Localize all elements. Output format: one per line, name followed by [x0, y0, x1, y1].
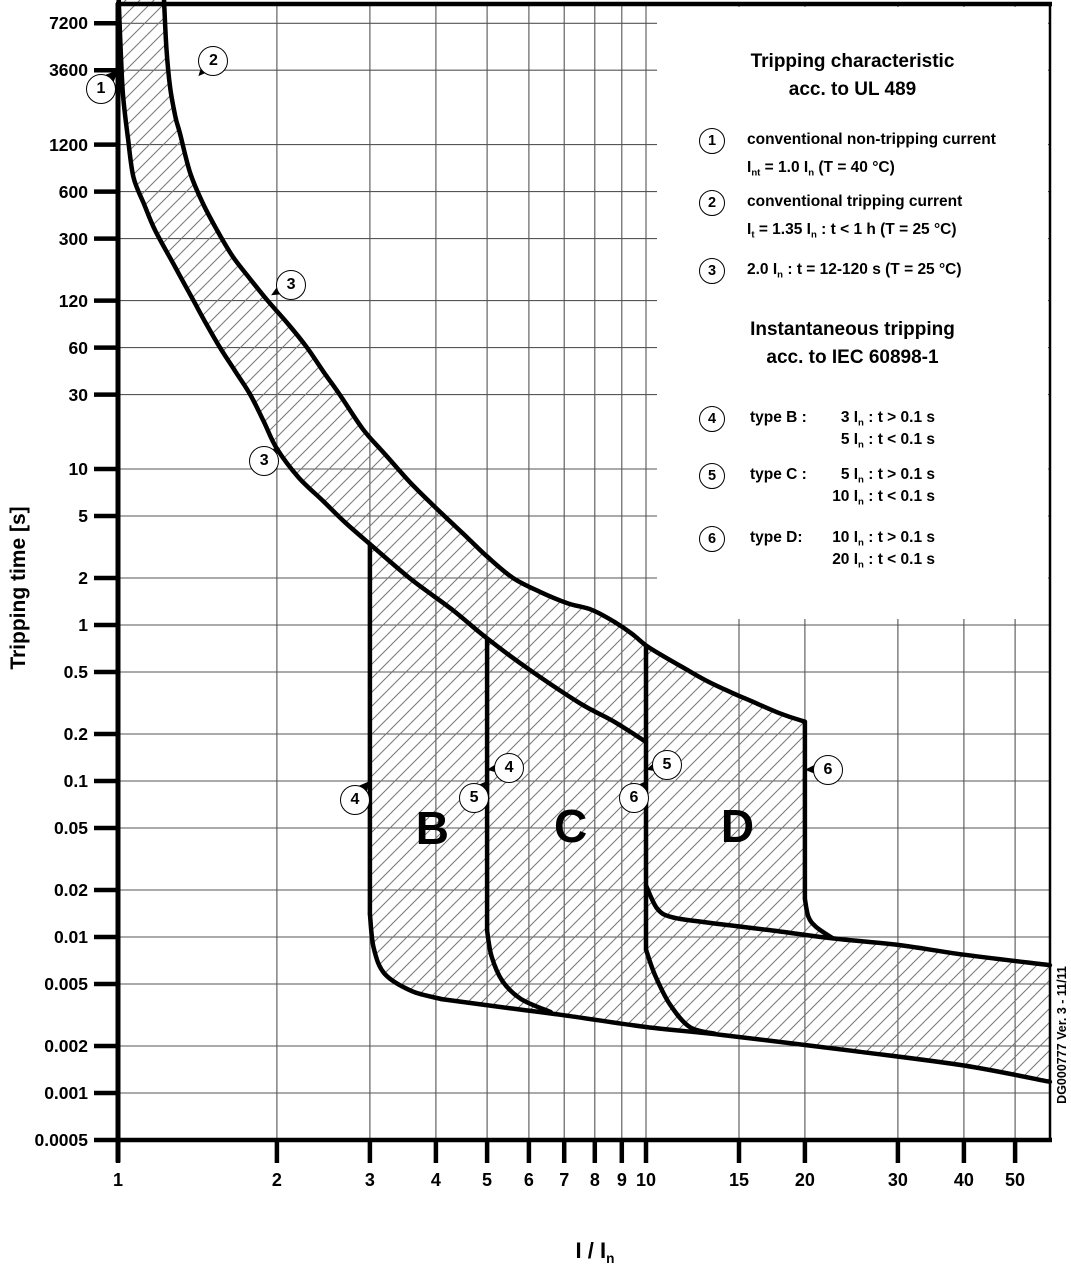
legend-subtitle-line2: acc. to IEC 60898-1 — [766, 347, 939, 368]
curve-marker-4: 4 — [340, 785, 370, 815]
legend-item-1-line1: conventional non-tripping current — [747, 131, 996, 148]
x-tick-label-5: 5 — [482, 1170, 493, 1190]
y-tick-label-5: 5 — [78, 505, 88, 526]
x-tick-label-3: 3 — [364, 1170, 375, 1190]
legend-item-1-line2: $I_{nt} = 1.0$ $I_n$ (T = 40 °C) — [747, 159, 895, 179]
curve-marker-6: 6 — [813, 755, 843, 785]
y-tick-label-10: 10 — [68, 459, 88, 479]
x-tick-label-40: 40 — [953, 1170, 974, 1190]
x-tick-label-2: 2 — [271, 1170, 282, 1190]
y-tick-label-0.5: 0.5 — [63, 661, 88, 682]
y-tick-label-0.0005: 0.0005 — [34, 1129, 88, 1150]
legend-panel — [657, 7, 1048, 619]
x-axis-title: I / $I_n$ — [575, 1238, 615, 1266]
y-tick-label-7200: 7200 — [49, 13, 88, 34]
y-tick-label-0.1: 0.1 — [63, 771, 88, 791]
x-tick-label-1: 1 — [112, 1170, 123, 1190]
x-tick-label-15: 15 — [728, 1170, 749, 1190]
y-tick-label-2: 2 — [78, 568, 88, 589]
legend-item-5-line1: 5 $I_n$ : t > 0.1 s — [840, 466, 935, 486]
legend-item-4-line1: 3 $I_n$ : t > 0.1 s — [840, 409, 935, 429]
y-tick-label-1200: 1200 — [49, 134, 88, 155]
x-tick-label-6: 6 — [523, 1170, 534, 1190]
y-tick-label-0.05: 0.05 — [53, 817, 88, 838]
y-tick-label-120: 120 — [58, 290, 88, 311]
curve-marker-6: 6 — [619, 783, 649, 813]
region-label-D: D — [720, 799, 755, 852]
x-tick-label-20: 20 — [794, 1170, 815, 1190]
y-tick-label-0.002: 0.002 — [44, 1036, 88, 1057]
y-tick-label-0.01: 0.01 — [53, 927, 88, 947]
y-tick-label-0.005: 0.005 — [44, 973, 88, 994]
legend-item-6-number: 6 — [699, 526, 725, 552]
document-version-note: DG000777 Ver. 3 - 11/11 — [1055, 966, 1069, 1104]
legend-title-line2: acc. to UL 489 — [788, 79, 917, 100]
legend-item-2-line1: conventional tripping current — [747, 193, 963, 210]
legend-item-6-line2: 20 $I_n$ : t < 0.1 s — [832, 551, 935, 571]
curve-marker-4: 4 — [494, 753, 524, 783]
x-tick-label-7: 7 — [559, 1170, 570, 1190]
y-tick-label-30: 30 — [68, 384, 88, 405]
y-tick-label-60: 60 — [68, 337, 88, 358]
legend-title-line1: Tripping characteristic — [750, 51, 955, 72]
y-tick-label-0.02: 0.02 — [53, 880, 88, 901]
legend-item-6-type: type D: — [750, 529, 803, 546]
curve-marker-3: 3 — [276, 270, 306, 300]
y-tick-label-1: 1 — [78, 615, 88, 635]
x-tick-label-9: 9 — [616, 1170, 627, 1190]
legend-item-2-number: 2 — [699, 190, 725, 216]
legend-item-4-number: 4 — [699, 406, 725, 432]
y-tick-label-0.001: 0.001 — [44, 1083, 88, 1103]
legend-item-1-number: 1 — [699, 128, 725, 154]
legend-item-5-line2: 10 $I_n$ : t < 0.1 s — [832, 488, 935, 508]
region-label-C: C — [554, 799, 588, 852]
x-tick-label-4: 4 — [430, 1170, 441, 1190]
legend-item-5-number: 5 — [699, 463, 725, 489]
curve-marker-5: 5 — [459, 783, 489, 813]
x-tick-label-30: 30 — [887, 1170, 908, 1190]
legend-item-5-type: type C : — [750, 466, 807, 483]
curve-marker-1: 1 — [86, 74, 116, 104]
x-tick-label-10: 10 — [635, 1170, 657, 1190]
curve-marker-5: 5 — [652, 750, 682, 780]
legend-item-4-type: type B : — [750, 409, 807, 426]
legend-item-3-line1: 2.0 $I_n$ : t = 12-120 s (T = 25 °C) — [747, 261, 962, 281]
legend-item-4-line2: 5 $I_n$ : t < 0.1 s — [840, 431, 935, 451]
y-tick-label-600: 600 — [58, 181, 88, 202]
curve-marker-2: 2 — [198, 46, 228, 76]
region-label-B: B — [415, 801, 450, 854]
curve-marker-3: 3 — [249, 446, 279, 476]
legend-item-2-line2: $I_t = 1.35$ $I_n$ : t < 1 h (T = 25 °C) — [747, 221, 957, 241]
legend-item-6-line1: 10 $I_n$ : t > 0.1 s — [832, 529, 935, 549]
y-axis-title: Tripping time [s] — [7, 506, 30, 670]
y-tick-label-3600: 3600 — [49, 60, 88, 81]
y-tick-label-300: 300 — [58, 228, 88, 249]
legend-subtitle-line1: Instantaneous tripping — [750, 319, 955, 340]
legend-item-3-number: 3 — [699, 258, 725, 284]
y-tick-label-0.2: 0.2 — [63, 724, 88, 745]
x-tick-label-50: 50 — [1005, 1170, 1026, 1190]
x-tick-label-8: 8 — [589, 1170, 600, 1190]
